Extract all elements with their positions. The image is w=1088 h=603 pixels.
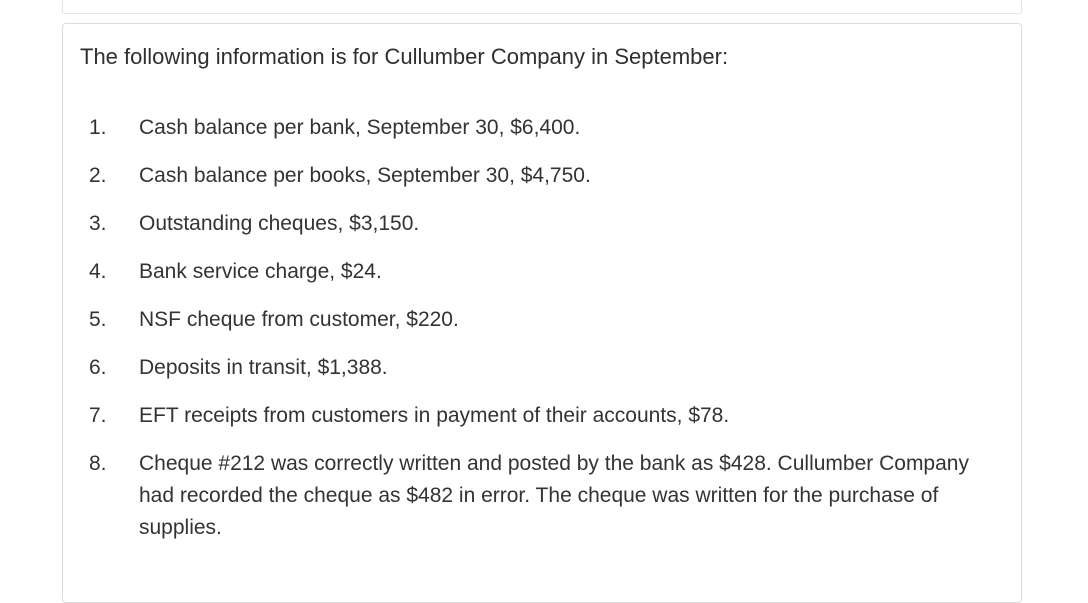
item-number: 1. bbox=[89, 116, 107, 139]
list-item bbox=[63, 352, 1021, 400]
item-text: Outstanding cheques, $3,150. bbox=[139, 212, 420, 235]
item-number: 8. bbox=[89, 452, 107, 475]
item-number: 6. bbox=[89, 356, 107, 379]
list-item bbox=[63, 304, 1021, 352]
list-item bbox=[63, 112, 1021, 160]
item-number: 3. bbox=[89, 212, 107, 235]
list-item bbox=[63, 256, 1021, 304]
item-number: 5. bbox=[89, 308, 107, 331]
item-text: NSF cheque from customer, $220. bbox=[139, 308, 459, 331]
question-intro: The following information is for Cullumber Company in September: bbox=[80, 44, 729, 69]
info-list bbox=[63, 112, 1021, 539]
item-text: Bank service charge, $24. bbox=[139, 260, 382, 283]
item-text: Cash balance per books, September 30, $4,750. bbox=[139, 164, 591, 187]
item-text: EFT receipts from customers in payment of their accounts, $78. bbox=[139, 404, 730, 427]
item-text: Deposits in transit, $1,388. bbox=[139, 356, 388, 379]
list-item bbox=[63, 400, 1021, 448]
list-item bbox=[63, 208, 1021, 256]
question-card bbox=[62, 23, 1022, 603]
list-item bbox=[63, 448, 1021, 539]
previous-panel-edge bbox=[62, 0, 1022, 14]
list-item bbox=[63, 160, 1021, 208]
item-number: 7. bbox=[89, 404, 107, 427]
item-text: Cheque #212 was correctly written and posted by the bank as $428. Cullumber Company had recorded the cheque as $482 in error. The cheque was written for the purchase of supplies. bbox=[139, 452, 969, 539]
item-text: Cash balance per bank, September 30, $6,400. bbox=[139, 116, 581, 139]
item-number: 4. bbox=[89, 260, 107, 283]
item-number: 2. bbox=[89, 164, 107, 187]
